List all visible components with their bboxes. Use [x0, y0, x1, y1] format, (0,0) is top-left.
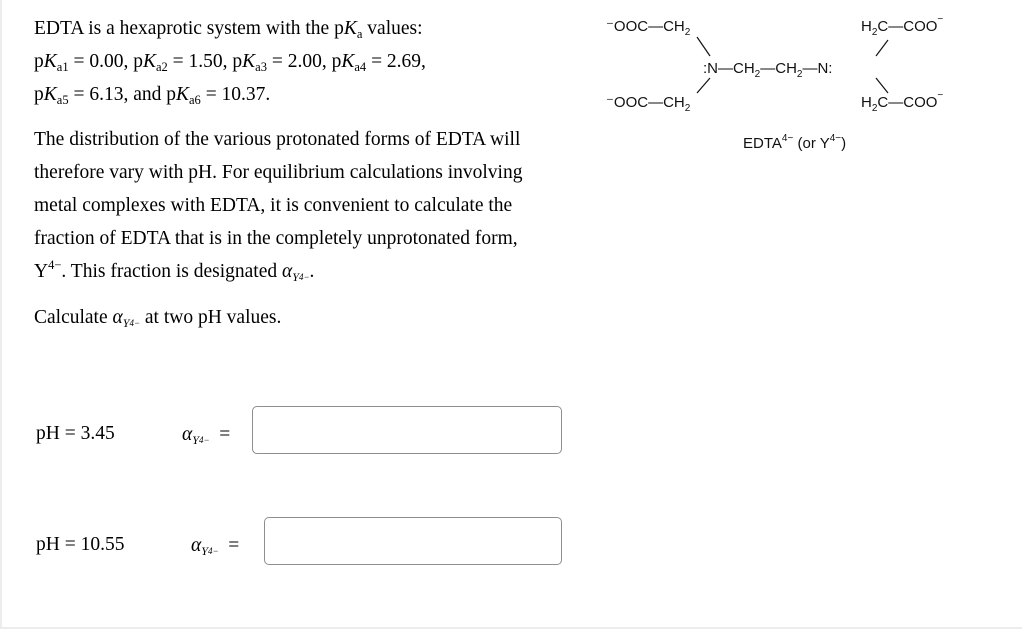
- alpha-label: $\alpha_{Y4-}$ =: [182, 424, 231, 447]
- structure-caption: $EDTA^{4-}$ (or $Y^{4-}$): [743, 133, 847, 152]
- ph-label: pH = 3.45: [36, 423, 115, 444]
- alpha-label: $\alpha_{Y4-}$ =: [191, 535, 240, 558]
- structure-center-chain: $:N—CH_2—CH_2—N$:: [703, 60, 833, 80]
- intro-line-2: $pK_{a1} = 0.00$, $pK_{a2} = 1.50$, $pK_{a3} = 2.00$, $pK_{a4} = 2.69$,: [34, 51, 426, 74]
- edta-structure-diagram: [600, 0, 1000, 160]
- bond-line: [697, 37, 710, 56]
- calculate-prompt: Calculate $\alpha_{Y4-}$ at two pH values.: [34, 307, 282, 330]
- intro-paragraph: [34, 13, 594, 112]
- structure-top-right: $H_2C—COO^-$: [861, 14, 944, 38]
- edta-structure-svg: [600, 0, 1000, 160]
- bond-line: [697, 78, 710, 93]
- bond-line: [876, 40, 888, 56]
- intro-line-3: $pK_{a5} = 6.13$, and $pK_{a6} = 10.37$.: [34, 84, 271, 107]
- structure-bottom-left: $^-OOC—CH_2$: [606, 94, 691, 114]
- bond-line: [876, 78, 888, 93]
- answer-input-ph-3-45[interactable]: [252, 406, 562, 454]
- intro-line-1: EDTA is a hexaprotic system with the $pK_a$ values:: [34, 18, 423, 41]
- structure-bottom-right: $H_2C—COO^-$: [861, 90, 944, 114]
- answer-input-ph-10-55[interactable]: [264, 517, 562, 565]
- distribution-paragraph: The distribution of the various protonated forms of EDTA will therefore vary with pH. For equilibrium calculations involving metal complexes with EDTA, it is convenient to calculate the fraction of EDTA that is in the completely unprotonated form, $Y^{4-}$. This fraction is designated $\alpha_{Y4-}$.: [34, 129, 523, 284]
- ph-label: pH = 10.55: [36, 534, 125, 555]
- structure-top-left: $^-OOC—CH_2$: [606, 18, 691, 38]
